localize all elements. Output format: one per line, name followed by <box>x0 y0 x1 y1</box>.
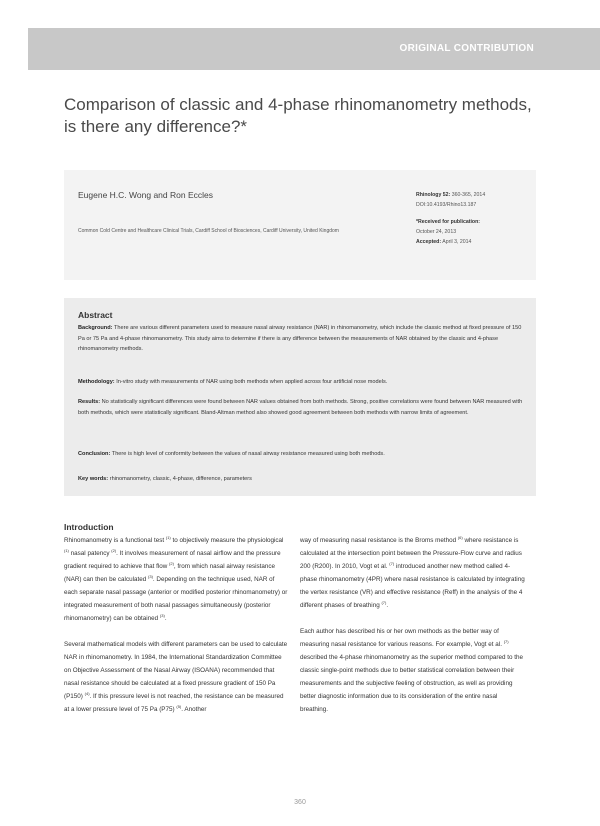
abstract-box <box>64 298 536 496</box>
affiliation: Common Cold Centre and Healthcare Clinical Trials, Cardiff School of Biosciences, Cardiff University, United Kingdom <box>78 228 339 234</box>
section-label: ORIGINAL CONTRIBUTION <box>399 43 534 54</box>
abstract-methodology: Methodology: In-vitro study with measurements of NAR using both methods when applied across four artificial nose models. <box>78 379 388 385</box>
abstract-results: Results: No statistically significant differences were found between NAR values obtained from both methods. Strong, positive correlations were found between NAR measured with both methods, which were statistically significant. Bland-Altman method also showed good agreement between both methods with narrow limits of agreement. <box>78 399 523 416</box>
received-date: October 24, 2013 <box>416 229 457 235</box>
introduction-heading: Introduction <box>64 522 114 532</box>
intro-paragraph-4: Each author has described his or her own methods as the better way of measuring nasal resistance for various reasons. For example, Vogt et al. $^{(7)}$ described the 4-phase rhinomanometry as the superior method compared to the classic single-point methods due to better statistical correlation between their measurements and the subjective feeling of obstruction, as well as providing better diagnostic information due to its consideration of the entire nasal breathing. <box>300 628 523 713</box>
publication-info <box>416 190 534 247</box>
journal-citation: Rhinology 52: 360-365, 2014 <box>416 192 486 198</box>
body-column-left <box>64 521 289 716</box>
received-label: *Received for publication: <box>416 219 480 225</box>
abstract-background: Background: There are various different parameters used to measure nasal airway resistance (NAR) in rhinomanometry, which include the classic method at fixed pressure of 150 Pa or 75 Pa and 4-phase rhinomanometry. This study aims to determine if there is any difference between the measurements of NAR obtained by the classic and 4-phase rhinomanometry methods. <box>78 325 522 352</box>
header-band <box>28 28 600 70</box>
accepted-date: Accepted: April 3, 2014 <box>416 239 472 245</box>
body-column-right <box>300 534 525 716</box>
doi[interactable]: DOI:10.4193/Rhino13.187 <box>416 202 477 208</box>
article-title: Comparison of classic and 4-phase rhinomanometry methods, is there any difference?* <box>64 95 532 136</box>
page-number: 360 <box>294 799 306 806</box>
intro-paragraph-1: Rhinomanometry is a functional test $^{(1)}$ to objectively measure the physiological $^{(1)}$ nasal patency $^{(2)}$. It involves measurement of nasal airflow and the pressure gradient required to achieve that flow $^{(2)}$, from which nasal airway resistance (NAR) can then be calculated $^{(3)}$. Depending on the technique used, NAR of each separate nasal passage (anterior or modified posterior rhinomanometry) or integrated measurement of both nasal passages simultaneously (posterior rhinomanometry) can be obtained $^{(3)}$. <box>64 534 288 622</box>
abstract-conclusion: Conclusion: There is high level of conformity between the values of nasal airway resistance measured using both methods. <box>78 451 385 457</box>
author-info-box <box>64 170 536 280</box>
intro-paragraph-3: way of measuring nasal resistance is the Broms method $^{(6)}$ where resistance is calculated at the intersection point between the Pressure-Flow curve and radius 200 (R200). In 2010, Vogt et al. $^{(7)}$ introduced another new method called 4-phase rhinomanometry (4PR) where nasal resistance is calculated by integrating the vertex resistance (VR) and effective resistance (Reff) in the analysis of the 4 different phases of breathing $^{(7)}$. <box>300 534 525 609</box>
abstract-keywords: Key words: rhinomanometry, classic, 4-phase, difference, parameters <box>78 476 252 482</box>
authors: Eugene H.C. Wong and Ron Eccles <box>78 190 213 200</box>
abstract-heading: Abstract <box>78 310 113 320</box>
intro-paragraph-2: Several mathematical models with different parameters can be used to calculate NAR in rhinomanometry. In 1984, the International Standardization Committee on Objective Assessment of the Nasal Airway (ISOANA) recommended that nasal resistance should be calculated at a fixed pressure gradient of 150 Pa (P150) $^{(4)}$. If this pressure level is not reached, the resistance can be measured at a lower pressure level of 75 Pa (P75) $^{(5)}$. Another <box>64 641 288 713</box>
